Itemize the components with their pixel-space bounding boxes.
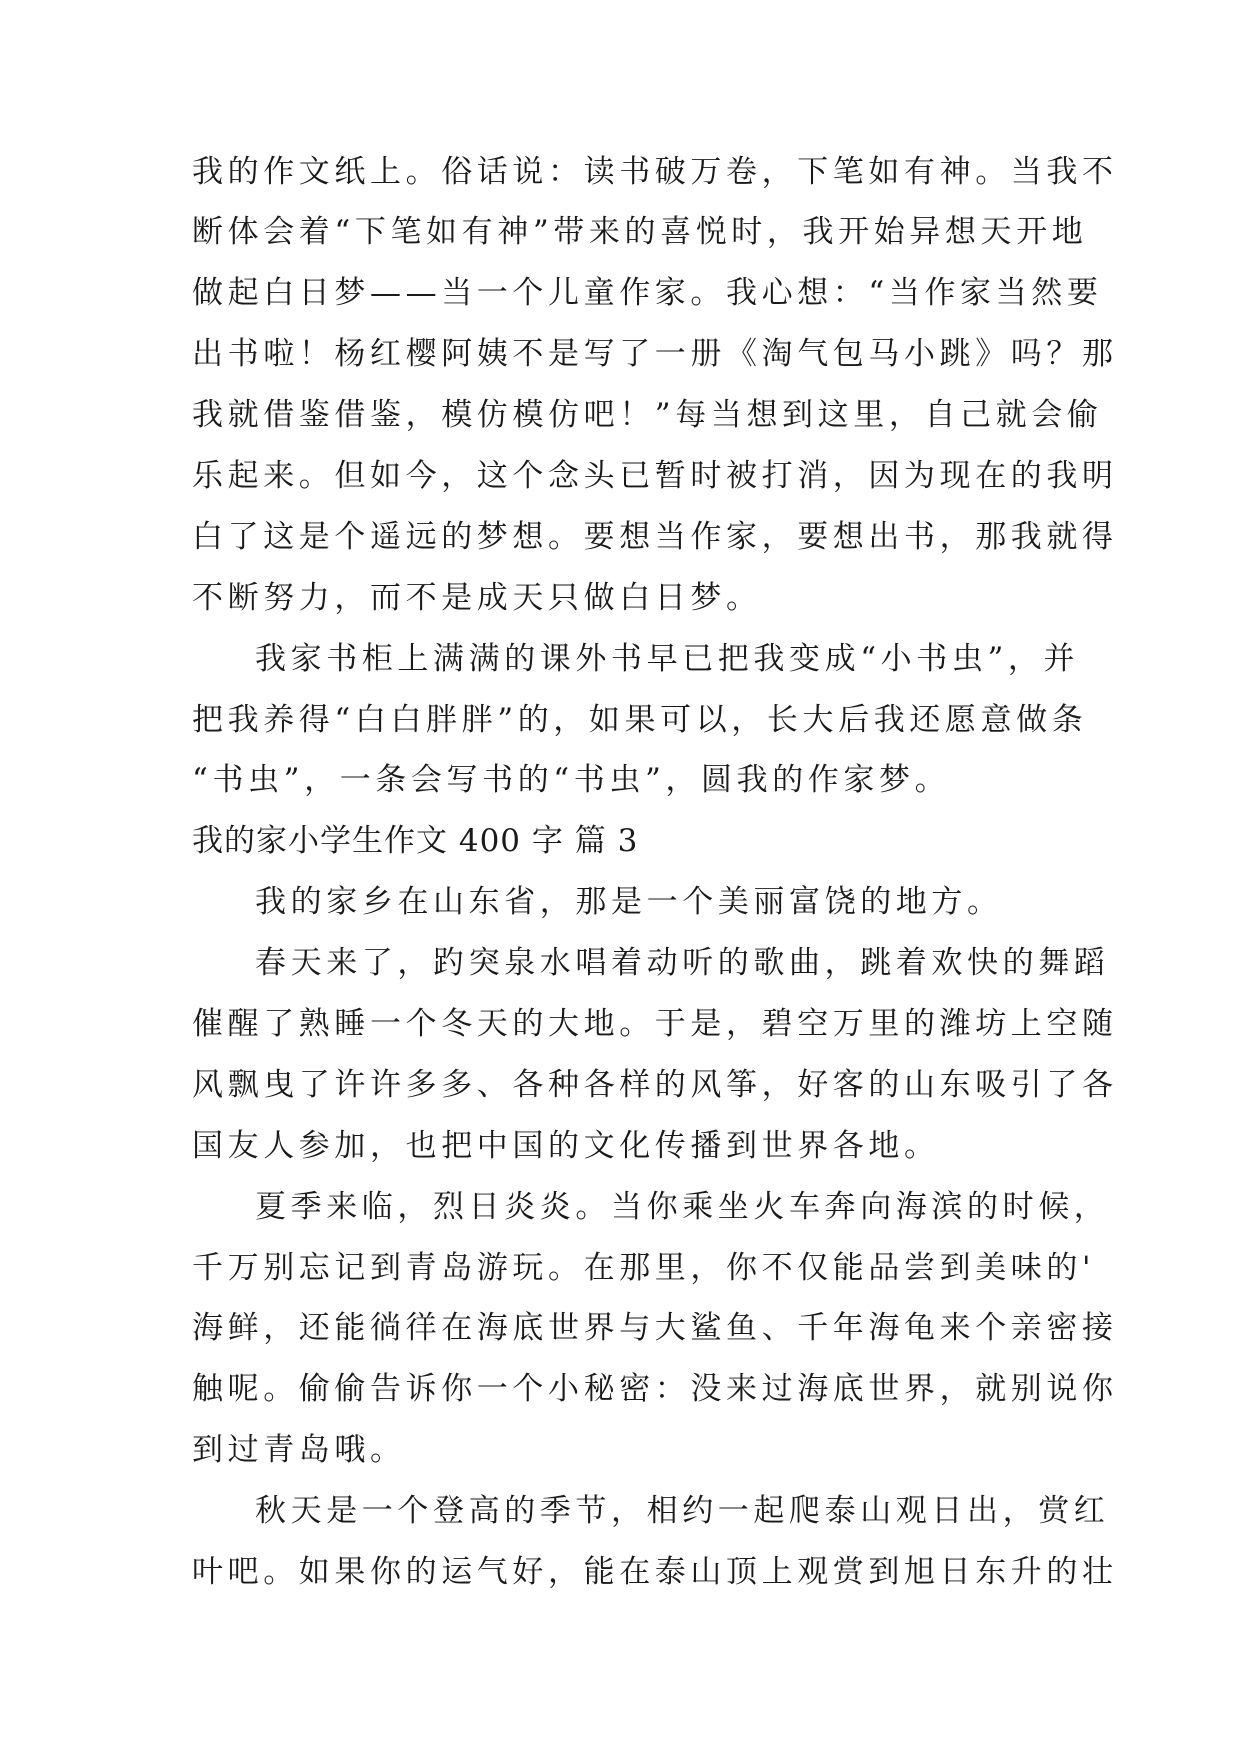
paragraph-line: 乐起来。但如今，这个念头已暂时被打消，因为现在的我明 — [192, 458, 1118, 494]
paragraph-line: 我就借鉴借鉴，模仿模仿吧！”每当想到这里，自己就会偷 — [192, 397, 1103, 433]
section-heading: 我的家小学生作文 400 字 篇 3 — [192, 823, 639, 859]
paragraph-line: 夏季来临，烈日炎炎。当你乘坐火车奔向海滨的时候， — [255, 1189, 1110, 1225]
paragraph-line: 千万别忘记到青岛游玩。在那里，你不仅能品尝到美味的' — [192, 1250, 1096, 1286]
paragraph-line: 做起白日梦——当一个儿童作家。我心想：“当作家当然要 — [192, 275, 1103, 311]
paragraph-line: 断体会着“下笔如有神”带来的喜悦时，我开始异想天开地 — [192, 214, 1088, 250]
paragraph-line: 我的家乡在山东省，那是一个美丽富饶的地方。 — [255, 884, 1003, 920]
paragraph-line: 催醒了熟睡一个冬天的大地。于是，碧空万里的潍坊上空随 — [192, 1006, 1118, 1042]
paragraph-line: 不断努力，而不是成天只做白日梦。 — [192, 580, 762, 616]
paragraph-line: 国友人参加，也把中国的文化传播到世界各地。 — [192, 1128, 940, 1164]
paragraph-line: 我的作文纸上。俗话说：读书破万卷，下笔如有神。当我不 — [192, 154, 1118, 190]
paragraph-line: 到过青岛哦。 — [192, 1432, 406, 1468]
paragraph-line: 我家书柜上满满的课外书早已把我变成“小书虫”，并 — [255, 641, 1080, 677]
paragraph-line: 风飘曳了许许多多、各种各样的风筝，好客的山东吸引了各 — [192, 1067, 1118, 1103]
paragraph-line: 秋天是一个登高的季节，相约一起爬泰山观日出，赏红 — [255, 1493, 1110, 1529]
paragraph-line: 叶吧。如果你的运气好，能在泰山顶上观赏到旭日东升的壮 — [192, 1554, 1118, 1590]
paragraph-line: 出书啦！杨红樱阿姨不是写了一册《淘气包马小跳》吗？那 — [192, 336, 1118, 372]
paragraph-line: “书虫”，一条会写书的“书虫”，圆我的作家梦。 — [192, 762, 951, 798]
paragraph-line: 触呢。偷偷告诉你一个小秘密：没来过海底世界，就别说你 — [192, 1371, 1118, 1407]
paragraph-line: 把我养得“白白胖胖”的，如果可以，长大后我还愿意做条 — [192, 702, 1088, 738]
paragraph-line: 春天来了，趵突泉水唱着动听的歌曲，跳着欢快的舞蹈 — [255, 945, 1110, 981]
paragraph-line: 海鲜，还能徜徉在海底世界与大鲨鱼、千年海龟来个亲密接 — [192, 1310, 1118, 1346]
paragraph-line: 白了这是个遥远的梦想。要想当作家，要想出书，那我就得 — [192, 519, 1118, 555]
